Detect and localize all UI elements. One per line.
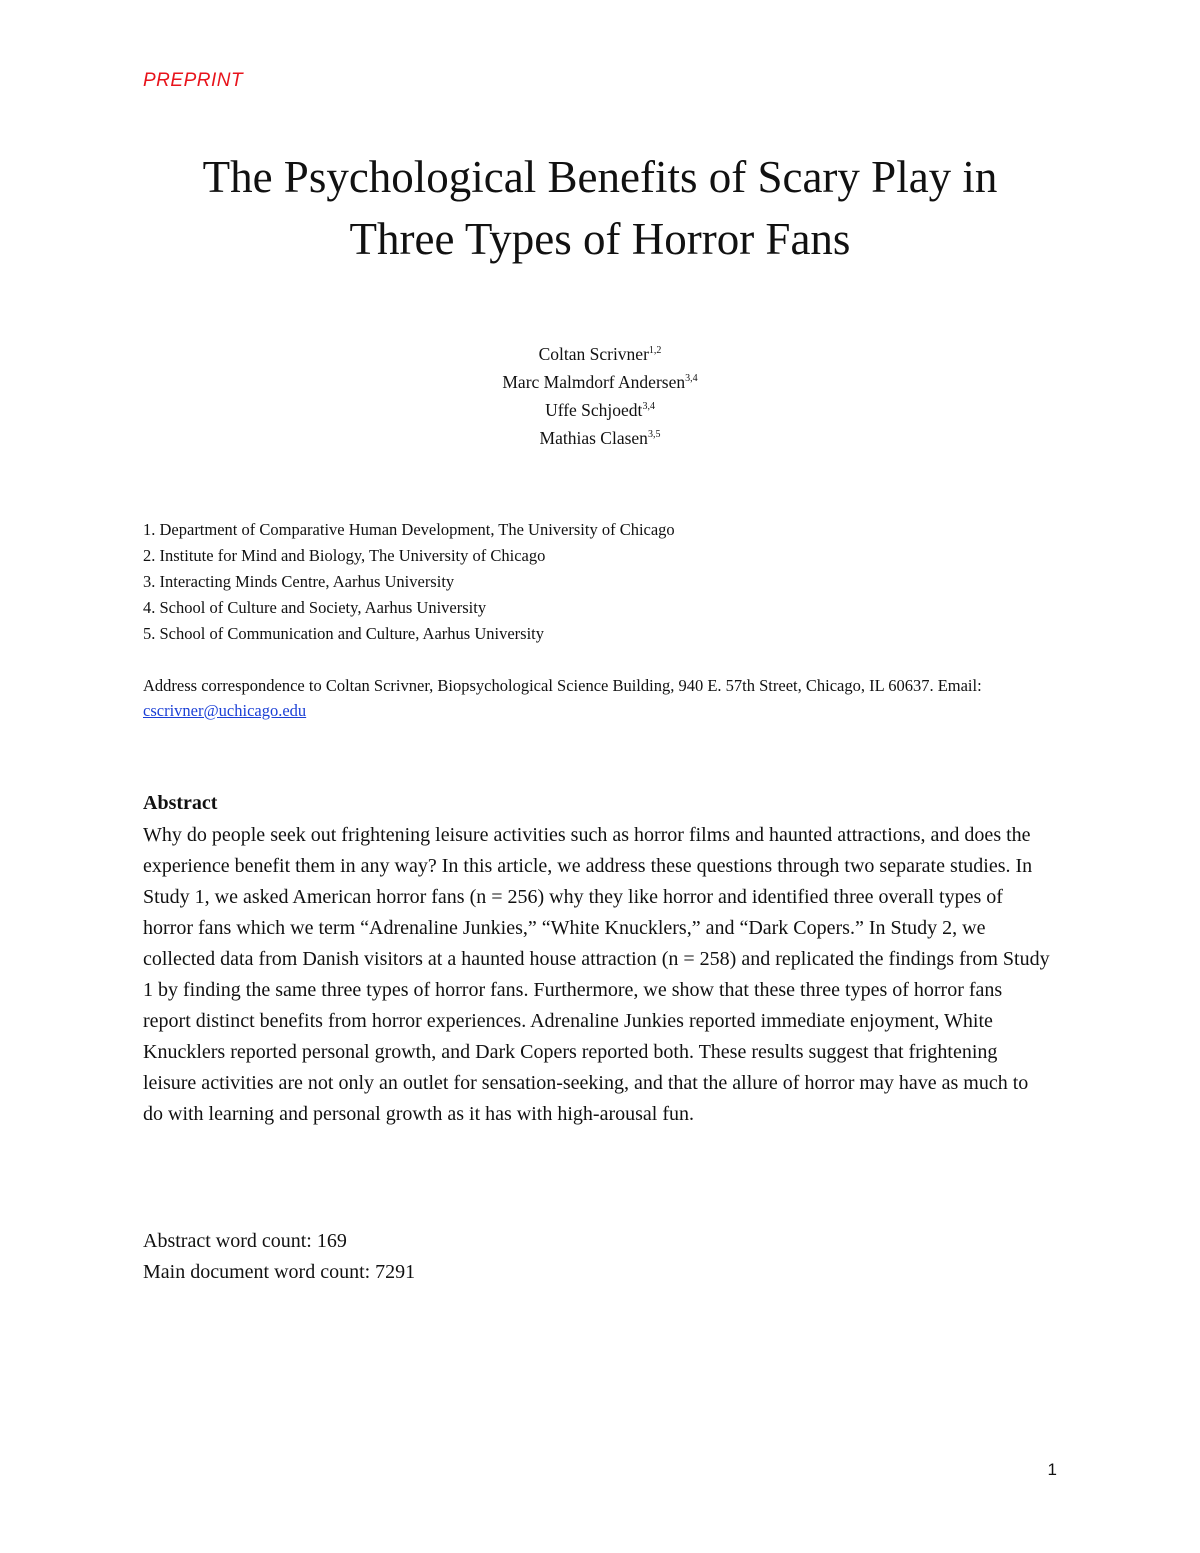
abstract-body: Why do people seek out frightening leisure activities such as horror films and haunted attractions, and does the experience benefit them in any way? In this article, we address these questions through two separate studies. In Study 1, we asked American horror fans (n = 256) why they like horror and identified three overall types of horror fans which we term “Adrenaline Junkies,” “White Knucklers,” and “Dark Copers.” In Study 2, we collected data from Danish visitors at a haunted house attraction (n = 258) and replicated the findings from Study 1 by finding the same three types of horror fans. Furthermore, we show that these three types of horror fans report distinct benefits from horror experiences. Adrenaline Junkies reported immediate enjoyment, White Knucklers reported personal growth, and Dark Copers reported both. These results suggest that frightening leisure activities are not only an outlet for sensation-seeking, and that the allure of horror may have as much to do with learning and personal growth as it has with high-arousal fun. <box>143 824 1050 1125</box>
correspondence-note <box>143 673 1043 723</box>
word-counts <box>143 1226 415 1288</box>
author-name: Marc Malmdorf Andersen <box>502 372 686 392</box>
author-affiliation-marker: 3,5 <box>647 429 661 440</box>
author <box>300 368 900 396</box>
page-number: 1 <box>1047 1460 1057 1479</box>
paper-title-line-1: The Psychological Benefits of Scary Play in <box>202 152 998 202</box>
author-affiliation-marker: 3,4 <box>685 373 698 384</box>
abstract-heading: Abstract <box>143 792 218 814</box>
email-link[interactable]: cscrivner@uchicago.edu <box>143 701 307 720</box>
author-affiliation-marker: 3,4 <box>642 401 655 412</box>
affiliation-item: 2. Institute for Mind and Biology, The University of Chicago <box>143 546 546 565</box>
paper-title-line-2: Three Types of Horror Fans <box>349 214 851 264</box>
author <box>300 340 900 368</box>
affiliation-item: 5. School of Communication and Culture, Aarhus University <box>143 624 544 643</box>
affiliation-item: 3. Interacting Minds Centre, Aarhus University <box>143 572 455 591</box>
author-list <box>300 340 900 452</box>
preprint-label: PREPRINT <box>143 70 244 91</box>
author-name: Coltan Scrivner <box>538 344 649 364</box>
author-name: Mathias Clasen <box>539 428 648 448</box>
author <box>300 396 900 424</box>
author-name: Uffe Schjoedt <box>545 400 643 420</box>
abstract-word-count: Abstract word count: 169 <box>143 1230 347 1252</box>
author-affiliation-marker: 1,2 <box>648 345 662 356</box>
correspondence-text: Address correspondence to Coltan Scrivner, Biopsychological Science Building, 940 E. 57th Street, Chicago, IL 60637. Email: <box>143 676 982 695</box>
affiliation-list <box>143 517 1043 647</box>
author <box>300 424 900 452</box>
affiliation-item: 1. Department of Comparative Human Development, The University of Chicago <box>143 520 675 539</box>
affiliation-item: 4. School of Culture and Society, Aarhus University <box>143 598 487 617</box>
main-word-count: Main document word count: 7291 <box>143 1261 416 1283</box>
paper-title <box>100 146 1100 270</box>
